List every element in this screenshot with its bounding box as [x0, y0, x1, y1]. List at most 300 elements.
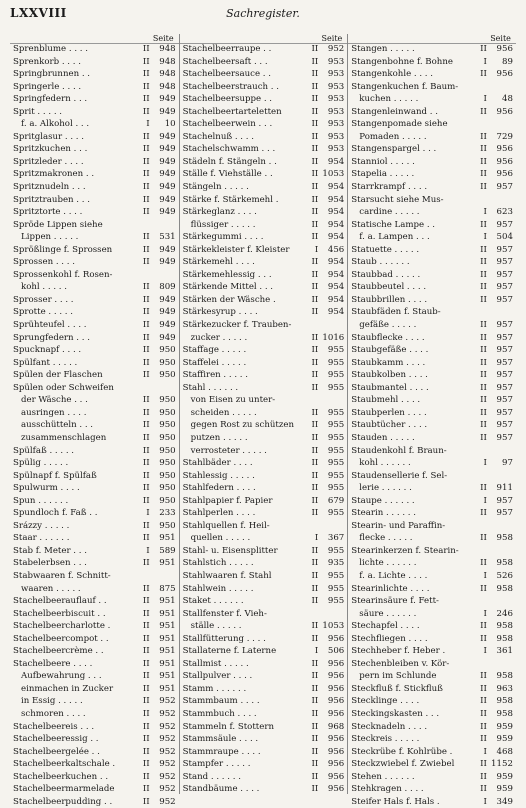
entry-volume: [475, 194, 487, 207]
index-entry: [183, 771, 345, 784]
entry-volume: II: [142, 370, 150, 381]
entry-term: lichte . . . . . .: [359, 558, 417, 569]
entry-term: Spülen oder Schweifen: [13, 382, 114, 393]
entry-volume: II: [311, 144, 319, 155]
index-entry: [351, 432, 513, 445]
entry-term: Springbrunnen . .: [13, 69, 91, 80]
index-entry: [13, 645, 176, 658]
entry-term: Staubkamm . . . .: [351, 357, 426, 368]
entry-volume: II: [142, 420, 150, 431]
entry-page: 956: [327, 708, 345, 719]
entry-volume: [475, 545, 487, 558]
entry-page: 953: [327, 56, 345, 67]
entry-term: kohl . . . . .: [21, 282, 67, 293]
entry-volume: II: [311, 508, 319, 519]
entry-volume: II: [142, 69, 150, 80]
entry-page: 949: [159, 182, 176, 193]
entry-volume: II: [311, 470, 319, 481]
entry-volume: II: [311, 370, 319, 381]
index-entry: [351, 507, 513, 520]
index-entry: [351, 382, 513, 395]
entry-page: 957: [496, 382, 513, 393]
entry-page: 950: [159, 370, 176, 381]
entry-page: 468: [496, 746, 513, 757]
entry-page: 953: [327, 81, 345, 92]
entry-term: Stehen . . . . . .: [351, 771, 415, 782]
entry-term: Stallaterne f. Laterne: [182, 646, 277, 657]
index-entry: [13, 332, 176, 345]
entry-volume: I: [314, 533, 319, 544]
entry-term: Stahlessig . . . . .: [182, 470, 255, 481]
entry-page: 957: [496, 370, 513, 381]
entry-term: Sprotte . . . . .: [13, 307, 73, 318]
entry-volume: II: [142, 771, 150, 782]
entry-term: Stangen . . . . .: [351, 44, 415, 54]
entry-term: Stachelbeergelée . .: [13, 746, 100, 757]
entry-term: Stärken der Wäsche .: [182, 294, 276, 305]
entry-page: 957: [496, 257, 513, 268]
entry-term: Spritznudeln . . .: [13, 182, 86, 193]
entry-page: 951: [159, 633, 176, 644]
index-entry: [351, 771, 513, 784]
entry-page: 958: [496, 671, 513, 682]
entry-page: 955: [327, 483, 345, 494]
index-entry: [183, 645, 345, 658]
index-entry: [351, 746, 513, 759]
entry-term: Staubflecke . . . .: [351, 332, 425, 343]
entry-term: Stachelbeere . . . .: [13, 658, 93, 669]
entry-volume: II: [311, 232, 319, 243]
entry-volume: II: [142, 721, 150, 732]
entry-volume: II: [311, 69, 319, 80]
entry-term: Stachelbeerraupe . .: [182, 44, 272, 54]
entry-volume: II: [142, 483, 150, 494]
index-entry: [351, 93, 513, 106]
entry-volume: II: [311, 696, 319, 707]
entry-volume: II: [142, 144, 150, 155]
entry-term: Staffelei . . . . .: [182, 357, 247, 368]
entry-volume: II: [311, 56, 319, 67]
entry-term: Stachelbeersaft . . .: [182, 56, 268, 67]
entry-page: 951: [159, 608, 176, 619]
entry-volume: II: [142, 395, 150, 406]
entry-page: 956: [327, 759, 345, 770]
entry-volume: II: [142, 56, 150, 67]
index-entry: [183, 306, 345, 319]
index-entry: [183, 143, 345, 156]
index-entry: [13, 583, 176, 596]
entry-term: Steckfluß f. Stickfluß: [351, 683, 443, 694]
entry-volume: II: [480, 44, 487, 54]
index-entry: [183, 620, 345, 633]
entry-volume: II: [480, 671, 487, 682]
index-entry: [351, 68, 513, 81]
entry-volume: II: [142, 683, 150, 694]
entry-page: 956: [327, 671, 345, 682]
index-entry: [13, 796, 176, 808]
entry-volume: [475, 306, 487, 319]
entry-term: kuchen . . . . .: [359, 94, 419, 105]
entry-page: 955: [327, 583, 345, 594]
entry-term: Stearin . . . . . .: [351, 508, 417, 519]
entry-volume: II: [311, 357, 319, 368]
index-entry: [183, 633, 345, 646]
index-entry: [351, 319, 513, 332]
entry-page: 954: [327, 282, 345, 293]
index-entry: [351, 244, 513, 257]
entry-page: 952: [159, 759, 176, 770]
entry-volume: II: [142, 583, 150, 594]
index-entry: [13, 344, 176, 357]
entry-term: Staffage . . . . .: [182, 345, 247, 356]
entry-term: Spucknapf . . . .: [13, 345, 82, 356]
index-entry: [351, 783, 513, 796]
entry-volume: II: [480, 370, 487, 381]
entry-term: Stahlperlen . . . .: [182, 508, 256, 519]
entry-volume: II: [311, 44, 319, 54]
entry-volume: II: [311, 671, 319, 682]
entry-volume: II: [480, 257, 487, 268]
entry-page: 949: [159, 320, 176, 331]
entry-volume: II: [311, 257, 319, 268]
entry-page: 957: [496, 420, 513, 431]
index-entry: [183, 319, 345, 332]
entry-term: Stanniol . . . . .: [351, 156, 415, 167]
entry-term: Sprenkorb . . . .: [13, 56, 81, 67]
entry-page: [150, 382, 176, 395]
index-entry: [351, 482, 513, 495]
entry-term: Stachelbeermarmelade: [13, 784, 115, 795]
entry-page: 951: [159, 596, 176, 607]
entry-page: [487, 658, 513, 671]
entry-page: 953: [327, 106, 345, 117]
entry-term: Ställe f. Viehställe . .: [182, 169, 273, 180]
entry-term: Stauden . . . . .: [351, 432, 415, 443]
entry-page: 955: [327, 370, 345, 381]
entry-term: Spritzleder . . . .: [13, 156, 84, 167]
entry-term: Stearin- und Paraffin-: [351, 520, 446, 531]
entry-term: säure . . . . . .: [359, 608, 417, 619]
page-header: [10, 6, 516, 24]
index-entry: [351, 683, 513, 696]
index-entry: [351, 194, 513, 207]
entry-page: 950: [159, 520, 176, 531]
entry-volume: II: [311, 633, 319, 644]
entry-volume: II: [142, 458, 150, 469]
entry-volume: II: [311, 583, 319, 594]
entry-page: [318, 394, 344, 407]
entry-term: flüssiger . . . . .: [190, 219, 256, 230]
entry-volume: II: [311, 94, 319, 105]
index-entry: [13, 570, 176, 583]
entry-term: Stachelbeerkuchen . .: [13, 771, 109, 782]
entry-page: 950: [159, 357, 176, 368]
entry-term: Sprossen . . . .: [13, 257, 75, 268]
entry-term: Stahl- u. Eisensplitter: [182, 545, 278, 556]
entry-volume: I: [314, 244, 319, 255]
entry-volume: II: [480, 483, 487, 494]
entry-page: 956: [496, 169, 513, 180]
entry-volume: II: [311, 106, 319, 117]
entry-page: 951: [159, 658, 176, 669]
entry-page: 952: [159, 784, 176, 795]
index-entry: [13, 43, 176, 56]
entry-page: 955: [327, 382, 345, 393]
entry-term: Stangenkohle . . . .: [351, 69, 434, 80]
entry-volume: I: [483, 232, 487, 243]
entry-term: einmachen in Zucker: [21, 683, 114, 694]
entry-page: [150, 219, 176, 232]
entry-page: 968: [327, 721, 345, 732]
entry-term: Sprungfedern . . .: [13, 332, 90, 343]
index-entry: [13, 231, 176, 244]
entry-volume: II: [480, 784, 487, 795]
entry-term: f. a. Alkohol . . .: [21, 119, 90, 130]
entry-volume: II: [480, 683, 487, 694]
index-entry: [183, 68, 345, 81]
entry-volume: II: [142, 658, 150, 669]
entry-page: 875: [159, 583, 176, 594]
index-entry: [183, 369, 345, 382]
entry-term: Städeln f. Stängeln . .: [182, 156, 277, 167]
entry-page: 955: [327, 420, 345, 431]
entry-volume: II: [311, 332, 319, 343]
entry-term: Spulwurm . . . .: [13, 483, 80, 494]
entry-term: Stachelbeeressig . .: [13, 734, 99, 745]
index-entry: [13, 306, 176, 319]
index-entry: [13, 445, 176, 458]
entry-term: Stecknadeln . . . .: [351, 721, 428, 732]
entry-page: 954: [327, 207, 345, 218]
entry-page: 949: [159, 257, 176, 268]
index-entry: [13, 118, 176, 131]
index-entry: [351, 520, 513, 533]
index-entry: [13, 721, 176, 734]
index-entry: [183, 194, 345, 207]
index-entry: [351, 118, 513, 131]
entry-term: putzen . . . . .: [190, 432, 248, 443]
entry-page: 950: [159, 495, 176, 506]
entry-page: 809: [159, 282, 176, 293]
entry-term: verrosteter . . . . .: [190, 445, 267, 456]
entry-volume: II: [480, 269, 487, 280]
entry-page: 48: [501, 94, 513, 105]
index-entry: [13, 143, 176, 156]
entry-volume: II: [480, 219, 487, 230]
index-entry: [183, 783, 345, 796]
index-columns: [10, 34, 516, 807]
entry-volume: [475, 520, 487, 533]
entry-volume: II: [142, 633, 150, 644]
index-entry: [13, 357, 176, 370]
index-entry: [351, 419, 513, 432]
entry-page: 952: [159, 746, 176, 757]
entry-volume: II: [311, 182, 319, 193]
index-entry: [13, 670, 176, 683]
index-entry: [351, 796, 513, 808]
entry-page: 949: [159, 169, 176, 180]
entry-page: 957: [496, 320, 513, 331]
entry-page: 949: [159, 294, 176, 305]
entry-page: 956: [327, 658, 345, 669]
entry-page: 950: [159, 432, 176, 443]
entry-term: Srázzy . . . . .: [13, 520, 70, 531]
entry-volume: II: [311, 621, 319, 632]
entry-page: 955: [327, 508, 345, 519]
index-entry: [13, 495, 176, 508]
entry-volume: I: [146, 545, 150, 556]
entry-term: Staffiren . . . . .: [182, 370, 249, 381]
entry-page: 958: [496, 633, 513, 644]
index-entry: [183, 457, 345, 470]
entry-page: 952: [159, 696, 176, 707]
entry-volume: II: [480, 345, 487, 356]
entry-volume: II: [142, 294, 150, 305]
entry-volume: [306, 319, 318, 332]
index-entry: [13, 93, 176, 106]
entry-volume: II: [142, 282, 150, 293]
entry-term: Staupe . . . . . .: [351, 495, 415, 506]
index-entry: [351, 545, 513, 558]
entry-page: 949: [159, 144, 176, 155]
index-entry: [13, 608, 176, 621]
entry-page: 589: [159, 545, 176, 556]
index-entry: [13, 746, 176, 759]
index-entry: [183, 595, 345, 608]
entry-term: Stachelbeercharlotte .: [13, 621, 111, 632]
entry-term: Stärkekleister f. Kleister: [182, 244, 290, 255]
entry-volume: I: [483, 608, 487, 619]
entry-volume: I: [483, 56, 487, 67]
index-entry: [351, 620, 513, 633]
entry-term: Stangenbohne f. Bohne: [351, 56, 453, 67]
entry-volume: I: [483, 94, 487, 105]
entry-page: 367: [327, 533, 345, 544]
index-entry: [183, 168, 345, 181]
entry-page: 948: [159, 44, 176, 54]
entry-page: 956: [327, 683, 345, 694]
entry-term: Spun . . . . . .: [13, 495, 69, 506]
entry-volume: II: [480, 156, 487, 167]
entry-volume: II: [311, 345, 319, 356]
entry-volume: II: [142, 156, 150, 167]
index-entry: [183, 382, 345, 395]
entry-term: Stallfenster f. Vieh-: [182, 608, 267, 619]
entry-page: 954: [327, 307, 345, 318]
index-entry: [351, 570, 513, 583]
entry-page: 959: [496, 721, 513, 732]
entry-term: Statische Lampe . .: [351, 219, 436, 230]
entry-term: Sprossenkohl f. Rosen-: [13, 269, 113, 280]
entry-volume: II: [480, 696, 487, 707]
entry-volume: II: [142, 470, 150, 481]
entry-volume: II: [480, 407, 487, 418]
entry-volume: II: [311, 219, 319, 230]
entry-volume: II: [480, 69, 487, 80]
entry-term: Staubmehl . . . .: [351, 395, 421, 406]
entry-volume: II: [142, 533, 150, 544]
entry-volume: II: [142, 320, 150, 331]
entry-page: 949: [159, 244, 176, 255]
index-entry: [13, 382, 176, 395]
entry-term: Stallmist . . . . .: [182, 658, 249, 669]
entry-page: 349: [496, 796, 513, 807]
index-entry: [351, 457, 513, 470]
entry-term: Sprenblume . . . .: [13, 44, 88, 54]
index-entry: [183, 557, 345, 570]
entry-term: Stangenkuchen f. Baum-: [351, 81, 459, 92]
entry-page: 958: [496, 708, 513, 719]
index-entry: [183, 507, 345, 520]
index-entry: [183, 43, 345, 56]
entry-page: 957: [496, 432, 513, 443]
entry-term: Stearinlichte . . . .: [351, 583, 430, 594]
entry-page: 531: [159, 232, 176, 243]
entry-page: 957: [496, 219, 513, 230]
entry-page: [487, 470, 513, 483]
index-entry: [13, 81, 176, 94]
entry-volume: II: [311, 407, 319, 418]
entry-page: 1053: [322, 621, 345, 632]
entry-term: Stahlpapier f. Papier: [182, 495, 273, 506]
entry-volume: [138, 269, 150, 282]
entry-volume: II: [142, 345, 150, 356]
column-rule: [10, 43, 179, 44]
entry-page: 950: [159, 483, 176, 494]
index-entry: [183, 244, 345, 257]
index-entry: [13, 131, 176, 144]
entry-volume: II: [311, 658, 319, 669]
entry-volume: II: [142, 182, 150, 193]
index-entry: [351, 470, 513, 483]
entry-page: 957: [496, 495, 513, 506]
index-entry: [351, 168, 513, 181]
entry-volume: II: [142, 357, 150, 368]
entry-page: 950: [159, 445, 176, 456]
index-entry: [13, 758, 176, 771]
entry-page: 955: [327, 596, 345, 607]
entry-page: [318, 608, 344, 621]
entry-volume: II: [480, 357, 487, 368]
entry-page: 956: [327, 696, 345, 707]
entry-volume: II: [142, 671, 150, 682]
entry-page: 958: [496, 533, 513, 544]
entry-volume: II: [311, 721, 319, 732]
entry-term: Starsucht siehe Mus-: [351, 194, 444, 205]
entry-term: Spülen der Flaschen: [13, 370, 103, 381]
entry-term: ställe . . . . .: [190, 621, 242, 632]
entry-term: Standbäume . . . .: [182, 784, 260, 795]
index-entry: [351, 181, 513, 194]
index-entry: [351, 306, 513, 319]
entry-volume: II: [311, 282, 319, 293]
index-entry: [351, 445, 513, 458]
index-entry: [183, 608, 345, 621]
entry-term: Aufbewahrung . . .: [21, 671, 102, 682]
entry-term: Spritzmakronen . .: [13, 169, 95, 180]
index-entry: [351, 256, 513, 269]
entry-page: 504: [496, 232, 513, 243]
entry-term: Stachelbeerstrauch . .: [182, 81, 279, 92]
index-entry: [351, 156, 513, 169]
entry-page: 951: [159, 671, 176, 682]
entry-page: 959: [496, 784, 513, 795]
entry-page: 951: [159, 621, 176, 632]
entry-term: Stängeln . . . . .: [182, 182, 249, 193]
entry-volume: II: [480, 169, 487, 180]
entry-volume: II: [311, 708, 319, 719]
index-entry: [351, 608, 513, 621]
